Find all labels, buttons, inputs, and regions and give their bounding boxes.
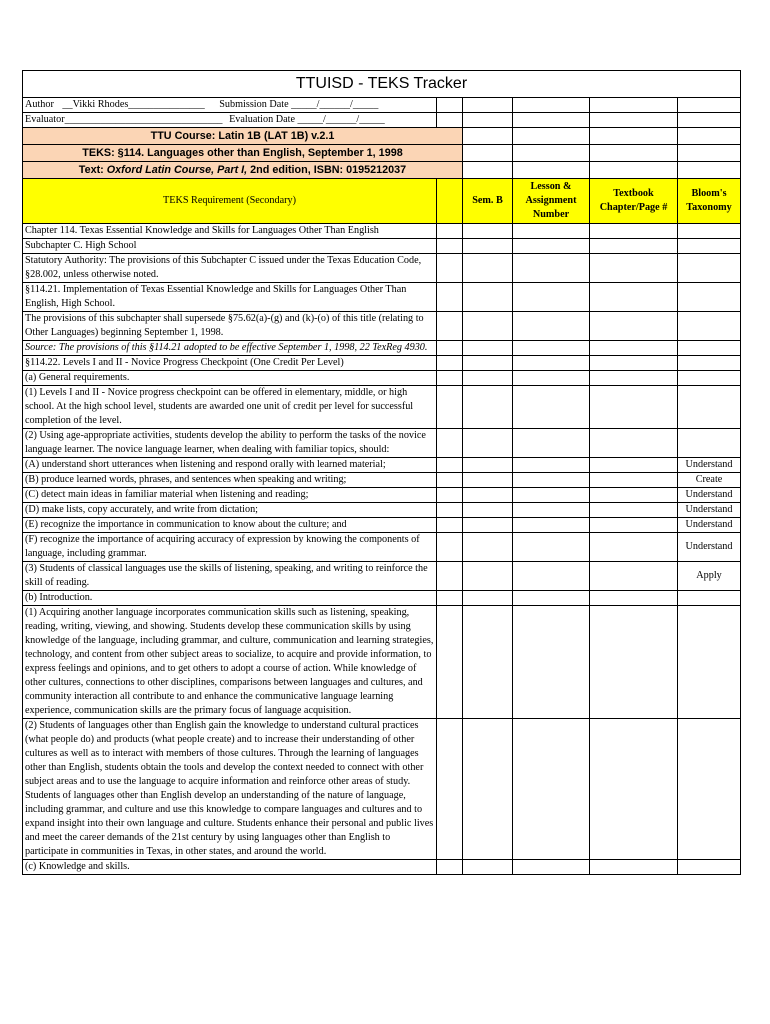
tracker-cell <box>437 341 463 356</box>
tracker-cell <box>463 224 513 239</box>
blooms-level: Create <box>678 473 741 488</box>
requirement-text: (A) understand short utterances when listening and respond orally with learned material; <box>23 458 437 473</box>
tracker-cell <box>463 562 513 591</box>
blooms-level: Understand <box>678 533 741 562</box>
tracker-cell <box>513 254 590 283</box>
requirement-text: (E) recognize the importance in communication to know about the culture; and <box>23 518 437 533</box>
table-row <box>23 224 741 239</box>
table-row <box>23 473 741 488</box>
tracker-cell <box>437 458 463 473</box>
tracker-cell <box>590 386 678 429</box>
requirement-text: (D) make lists, copy accurately, and write from dictation; <box>23 503 437 518</box>
tracker-cell <box>463 488 513 503</box>
column-header-lesson: Lesson & Assignment Number <box>513 179 590 224</box>
requirement-text: The provisions of this subchapter shall supersede §75.62(a)-(g) and (k)-(o) of this title (relating to Other Languages) beginning September 1, 1998. <box>23 312 437 341</box>
text-line: Text: Oxford Latin Course, Part I, 2nd edition, ISBN: 0195212037 <box>23 162 463 179</box>
requirement-text: (2) Students of languages other than English gain the knowledge to understand cultural practices (what people do) and products (what people create) and to increase their understanding of other cultures as well as to interact with members of those cultures. Through the learning of languages other than English, students obtain the tools and develop the context needed to connect with other subject areas and to use the language to acquire information and reinforce other areas of study. Students of languages other than English develop an understanding of the nature of language, including grammar, and culture and use this knowledge to compare languages and cultures and to expand insight into their own language and culture. Students enhance their personal and public lives and meet the career demands of the 21st century by using languages other than English to participate in communities in Texas, in other states, and around the world. <box>23 719 437 860</box>
table-row <box>23 341 741 356</box>
requirement-text: Subchapter C. High School <box>23 239 437 254</box>
table-row <box>23 562 741 591</box>
tracker-cell <box>513 283 590 312</box>
evaluation-date: Evaluation Date _____/______/_____ <box>229 114 385 125</box>
blooms-level: Apply <box>678 562 741 591</box>
tracker-cell <box>513 356 590 371</box>
tracker-cell <box>463 533 513 562</box>
tracker-cell <box>590 591 678 606</box>
column-header-sem: Sem. B <box>463 179 513 224</box>
table-row <box>23 503 741 518</box>
tracker-cell <box>437 562 463 591</box>
blooms-level <box>678 239 741 254</box>
table-row <box>23 488 741 503</box>
column-header-textbook: Textbook Chapter/Page # <box>590 179 678 224</box>
tracker-cell <box>513 239 590 254</box>
tracker-cell <box>513 719 590 860</box>
page-title: TTUISD - TEKS Tracker <box>23 71 741 98</box>
evaluator-row <box>23 113 437 128</box>
tracker-cell <box>437 473 463 488</box>
tracker-cell <box>590 224 678 239</box>
tracker-cell <box>590 606 678 719</box>
tracker-cell <box>463 371 513 386</box>
tracker-cell <box>463 473 513 488</box>
tracker-cell <box>590 719 678 860</box>
author-row <box>23 98 437 113</box>
blooms-level <box>678 860 741 875</box>
requirement-text: (3) Students of classical languages use the skills of listening, speaking, and writing to reinforce the skill of reading. <box>23 562 437 591</box>
tracker-cell <box>513 473 590 488</box>
author-value: __Vikki Rhodes_______________ <box>62 99 205 110</box>
tracker-cell <box>513 429 590 458</box>
tracker-cell <box>437 503 463 518</box>
tracker-cell <box>513 488 590 503</box>
requirement-text: (a) General requirements. <box>23 371 437 386</box>
table-row <box>23 591 741 606</box>
tracker-cell <box>513 371 590 386</box>
tracker-cell <box>590 488 678 503</box>
tracker-cell <box>463 591 513 606</box>
blooms-level <box>678 224 741 239</box>
evaluator-label: Evaluator_______________________________ <box>25 114 223 125</box>
blooms-level <box>678 591 741 606</box>
tracker-cell <box>513 533 590 562</box>
requirement-text: (b) Introduction. <box>23 591 437 606</box>
tracker-cell <box>590 473 678 488</box>
tracker-cell <box>463 386 513 429</box>
tracker-cell <box>437 533 463 562</box>
tracker-cell <box>437 254 463 283</box>
tracker-cell <box>590 239 678 254</box>
tracker-cell <box>437 386 463 429</box>
submission-date: Submission Date _____/______/_____ <box>219 99 379 110</box>
tracker-cell <box>590 371 678 386</box>
author-label: Author <box>25 99 54 110</box>
blooms-level <box>678 719 741 860</box>
tracker-cell <box>590 254 678 283</box>
table-row <box>23 254 741 283</box>
tracker-cell <box>437 283 463 312</box>
blooms-level <box>678 606 741 719</box>
tracker-cell <box>463 719 513 860</box>
blooms-level <box>678 356 741 371</box>
table-row <box>23 356 741 371</box>
table-row <box>23 371 741 386</box>
blooms-level <box>678 386 741 429</box>
teks-tracker-table <box>22 70 741 875</box>
tracker-cell <box>463 312 513 341</box>
requirement-text: (F) recognize the importance of acquiring accuracy of expression by knowing the components of language, including grammar. <box>23 533 437 562</box>
tracker-cell <box>590 458 678 473</box>
requirement-text: Chapter 114. Texas Essential Knowledge and Skills for Languages Other Than English <box>23 224 437 239</box>
table-row <box>23 239 741 254</box>
requirement-text: (2) Using age-appropriate activities, students develop the ability to perform the tasks of the novice language learner. The novice language learner, when dealing with familiar topics, should: <box>23 429 437 458</box>
requirement-text: §114.21. Implementation of Texas Essential Knowledge and Skills for Languages Other Than English, High School. <box>23 283 437 312</box>
blooms-level: Understand <box>678 458 741 473</box>
table-row <box>23 458 741 473</box>
teks-line: TEKS: §114. Languages other than English, September 1, 1998 <box>23 145 463 162</box>
tracker-cell <box>590 283 678 312</box>
tracker-cell <box>463 518 513 533</box>
requirement-text: (1) Levels I and II - Novice progress checkpoint can be offered in elementary, middle, or high school. At the high school level, students are awarded one unit of credit per level for successful completion of the level. <box>23 386 437 429</box>
table-row <box>23 719 741 860</box>
tracker-cell <box>590 503 678 518</box>
tracker-cell <box>437 719 463 860</box>
tracker-cell <box>437 860 463 875</box>
tracker-cell <box>590 518 678 533</box>
tracker-cell <box>513 312 590 341</box>
blooms-level: Understand <box>678 488 741 503</box>
tracker-cell <box>463 341 513 356</box>
tracker-cell <box>437 488 463 503</box>
tracker-cell <box>513 518 590 533</box>
table-row <box>23 429 741 458</box>
tracker-cell <box>513 503 590 518</box>
tracker-cell <box>590 533 678 562</box>
tracker-cell <box>437 429 463 458</box>
tracker-cell <box>513 386 590 429</box>
blooms-level <box>678 254 741 283</box>
blooms-level <box>678 429 741 458</box>
blooms-level <box>678 371 741 386</box>
tracker-cell <box>590 860 678 875</box>
blooms-level <box>678 312 741 341</box>
tracker-cell <box>590 562 678 591</box>
tracker-cell <box>437 606 463 719</box>
tracker-cell <box>437 371 463 386</box>
tracker-cell <box>590 356 678 371</box>
requirement-text: (1) Acquiring another language incorporates communication skills such as listening, speaking, reading, writing, viewing, and showing. Students develop these communication skills by using knowledge of the language, including grammar, and culture, communication and learning strategies, technology, and content from other subject areas to socialize, to acquire and provide information, to express feelings and opinions, and to get others to adopt a course of action. While knowledge of other cultures, connections to other disciplines, comparisons between languages and cultures, and community interaction all contribute to and enhance the communicative language learning experience, communication skills are the primary focus of language acquisition. <box>23 606 437 719</box>
tracker-cell <box>463 239 513 254</box>
tracker-cell <box>513 591 590 606</box>
blooms-level <box>678 341 741 356</box>
tracker-cell <box>463 458 513 473</box>
requirement-text: (c) Knowledge and skills. <box>23 860 437 875</box>
tracker-cell <box>463 606 513 719</box>
tracker-cell <box>590 429 678 458</box>
tracker-cell <box>437 591 463 606</box>
tracker-cell <box>437 518 463 533</box>
tracker-cell <box>513 562 590 591</box>
tracker-cell <box>463 429 513 458</box>
requirement-text: Source: The provisions of this §114.21 adopted to be effective September 1, 1998, 22 TexReg 4930. <box>23 341 437 356</box>
tracker-cell <box>437 224 463 239</box>
tracker-cell <box>463 254 513 283</box>
tracker-cell <box>513 606 590 719</box>
tracker-cell <box>463 356 513 371</box>
requirement-text: Statutory Authority: The provisions of this Subchapter C issued under the Texas Education Code, §28.002, unless otherwise noted. <box>23 254 437 283</box>
table-row <box>23 533 741 562</box>
tracker-cell <box>513 458 590 473</box>
table-row <box>23 860 741 875</box>
tracker-cell <box>437 312 463 341</box>
course-line: TTU Course: Latin 1B (LAT 1B) v.2.1 <box>23 128 463 145</box>
table-row <box>23 312 741 341</box>
tracker-cell <box>463 283 513 312</box>
table-row <box>23 283 741 312</box>
column-header-blooms: Bloom's Taxonomy <box>678 179 741 224</box>
tracker-cell <box>590 341 678 356</box>
tracker-cell <box>513 860 590 875</box>
tracker-cell <box>463 503 513 518</box>
tracker-cell <box>590 312 678 341</box>
blooms-level: Understand <box>678 518 741 533</box>
blooms-level: Understand <box>678 503 741 518</box>
tracker-cell <box>513 224 590 239</box>
tracker-cell <box>437 239 463 254</box>
textbook-title: Oxford Latin Course, Part I, <box>106 164 248 176</box>
requirement-text: §114.22. Levels I and II - Novice Progress Checkpoint (One Credit Per Level) <box>23 356 437 371</box>
blooms-level <box>678 283 741 312</box>
table-row <box>23 606 741 719</box>
tracker-cell <box>513 341 590 356</box>
tracker-cell <box>463 860 513 875</box>
table-row <box>23 518 741 533</box>
requirement-text: (B) produce learned words, phrases, and sentences when speaking and writing; <box>23 473 437 488</box>
column-header-requirement: TEKS Requirement (Secondary) <box>23 179 437 224</box>
requirement-text: (C) detect main ideas in familiar material when listening and reading; <box>23 488 437 503</box>
requirement-rows <box>23 224 741 875</box>
table-row <box>23 386 741 429</box>
tracker-cell <box>437 356 463 371</box>
